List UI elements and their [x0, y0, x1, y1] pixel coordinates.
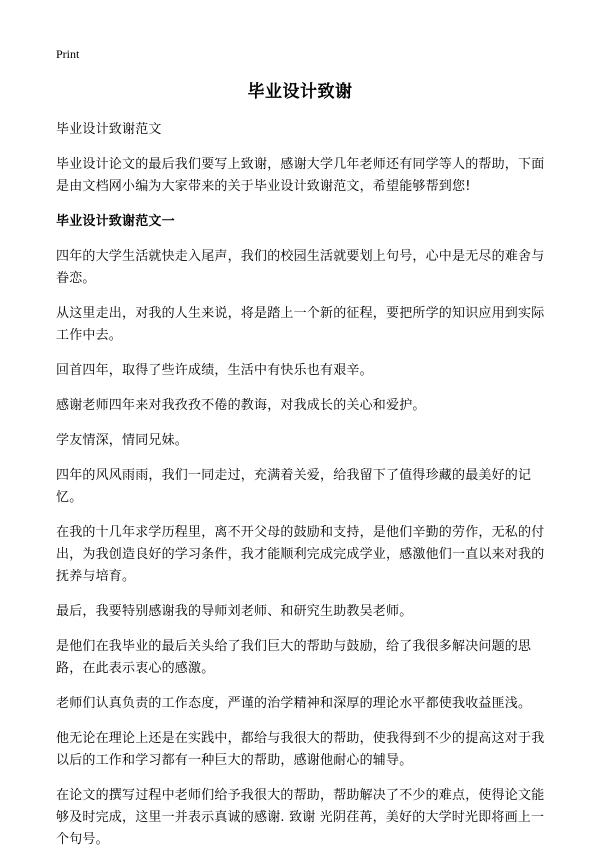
print-label: Print — [56, 47, 80, 61]
body-paragraph: 最后，我要特别感谢我的导师刘老师、和研究生助教吴老师。 — [56, 604, 413, 619]
body-paragraph: 在论文的撰写过程中老师们给予我很大的帮助，帮助解决了不少的难点，使得论文能够及时完成，这里一并表示真诚的感谢. 致谢 光阴荏苒，美好的大学时光即将画上一个句号。 — [56, 788, 545, 847]
body-paragraph: 学友情深，情同兄妹。 — [56, 433, 189, 448]
body-paragraph: 老师们认真负责的工作态度，严谨的治学精神和深厚的理论水平都使我收益匪浅。 — [56, 696, 532, 711]
document-body — [56, 119, 550, 864]
body-paragraph: 是他们在我毕业的最后关头给了我们巨大的帮助与鼓励，给了我很多解决问题的思路，在此表示衷心的感激。 — [56, 639, 532, 676]
body-paragraph: 四年的风风雨雨，我们一同走过，充满着关爱，给我留下了值得珍藏的最美好的记忆。 — [56, 468, 532, 505]
body-paragraph: 在我的十几年求学历程里，离不开父母的鼓励和支持，是他们辛勤的劳作，无私的付出，为我创造良好的学习条件，我才能顺利完成完成学业，感激他们一直以来对我的抚养与培育。 — [56, 525, 545, 584]
body-paragraph: 回首四年，取得了些许成绩，生活中有快乐也有艰辛。 — [56, 363, 373, 378]
body-paragraph: 他无论在理论上还是在实践中，都给与我很大的帮助，使我得到不少的提高这对于我以后的工作和学习都有一种巨大的帮助，感谢他耐心的辅导。 — [56, 731, 545, 768]
body-paragraph: 毕业设计论文的最后我们要写上致谢，感谢大学几年老师还有同学等人的帮助，下面是由文档网小编为大家带来的关于毕业设计致谢范文，希望能够帮到您! — [56, 157, 545, 194]
body-paragraph: 毕业设计致谢范文 — [56, 122, 162, 137]
section-heading: 毕业设计致谢范文一 — [56, 214, 175, 229]
document-title: 毕业设计致谢 — [247, 82, 353, 102]
body-paragraph: 四年的大学生活就快走入尾声，我们的校园生活就要划上句号，心中是无尽的难舍与眷恋。 — [56, 249, 545, 286]
body-paragraph: 从这里走出，对我的人生来说，将是踏上一个新的征程，要把所学的知识应用到实际工作中去。 — [56, 306, 545, 343]
body-paragraph: 感谢老师四年来对我孜孜不倦的教诲，对我成长的关心和爱护。 — [56, 398, 426, 413]
